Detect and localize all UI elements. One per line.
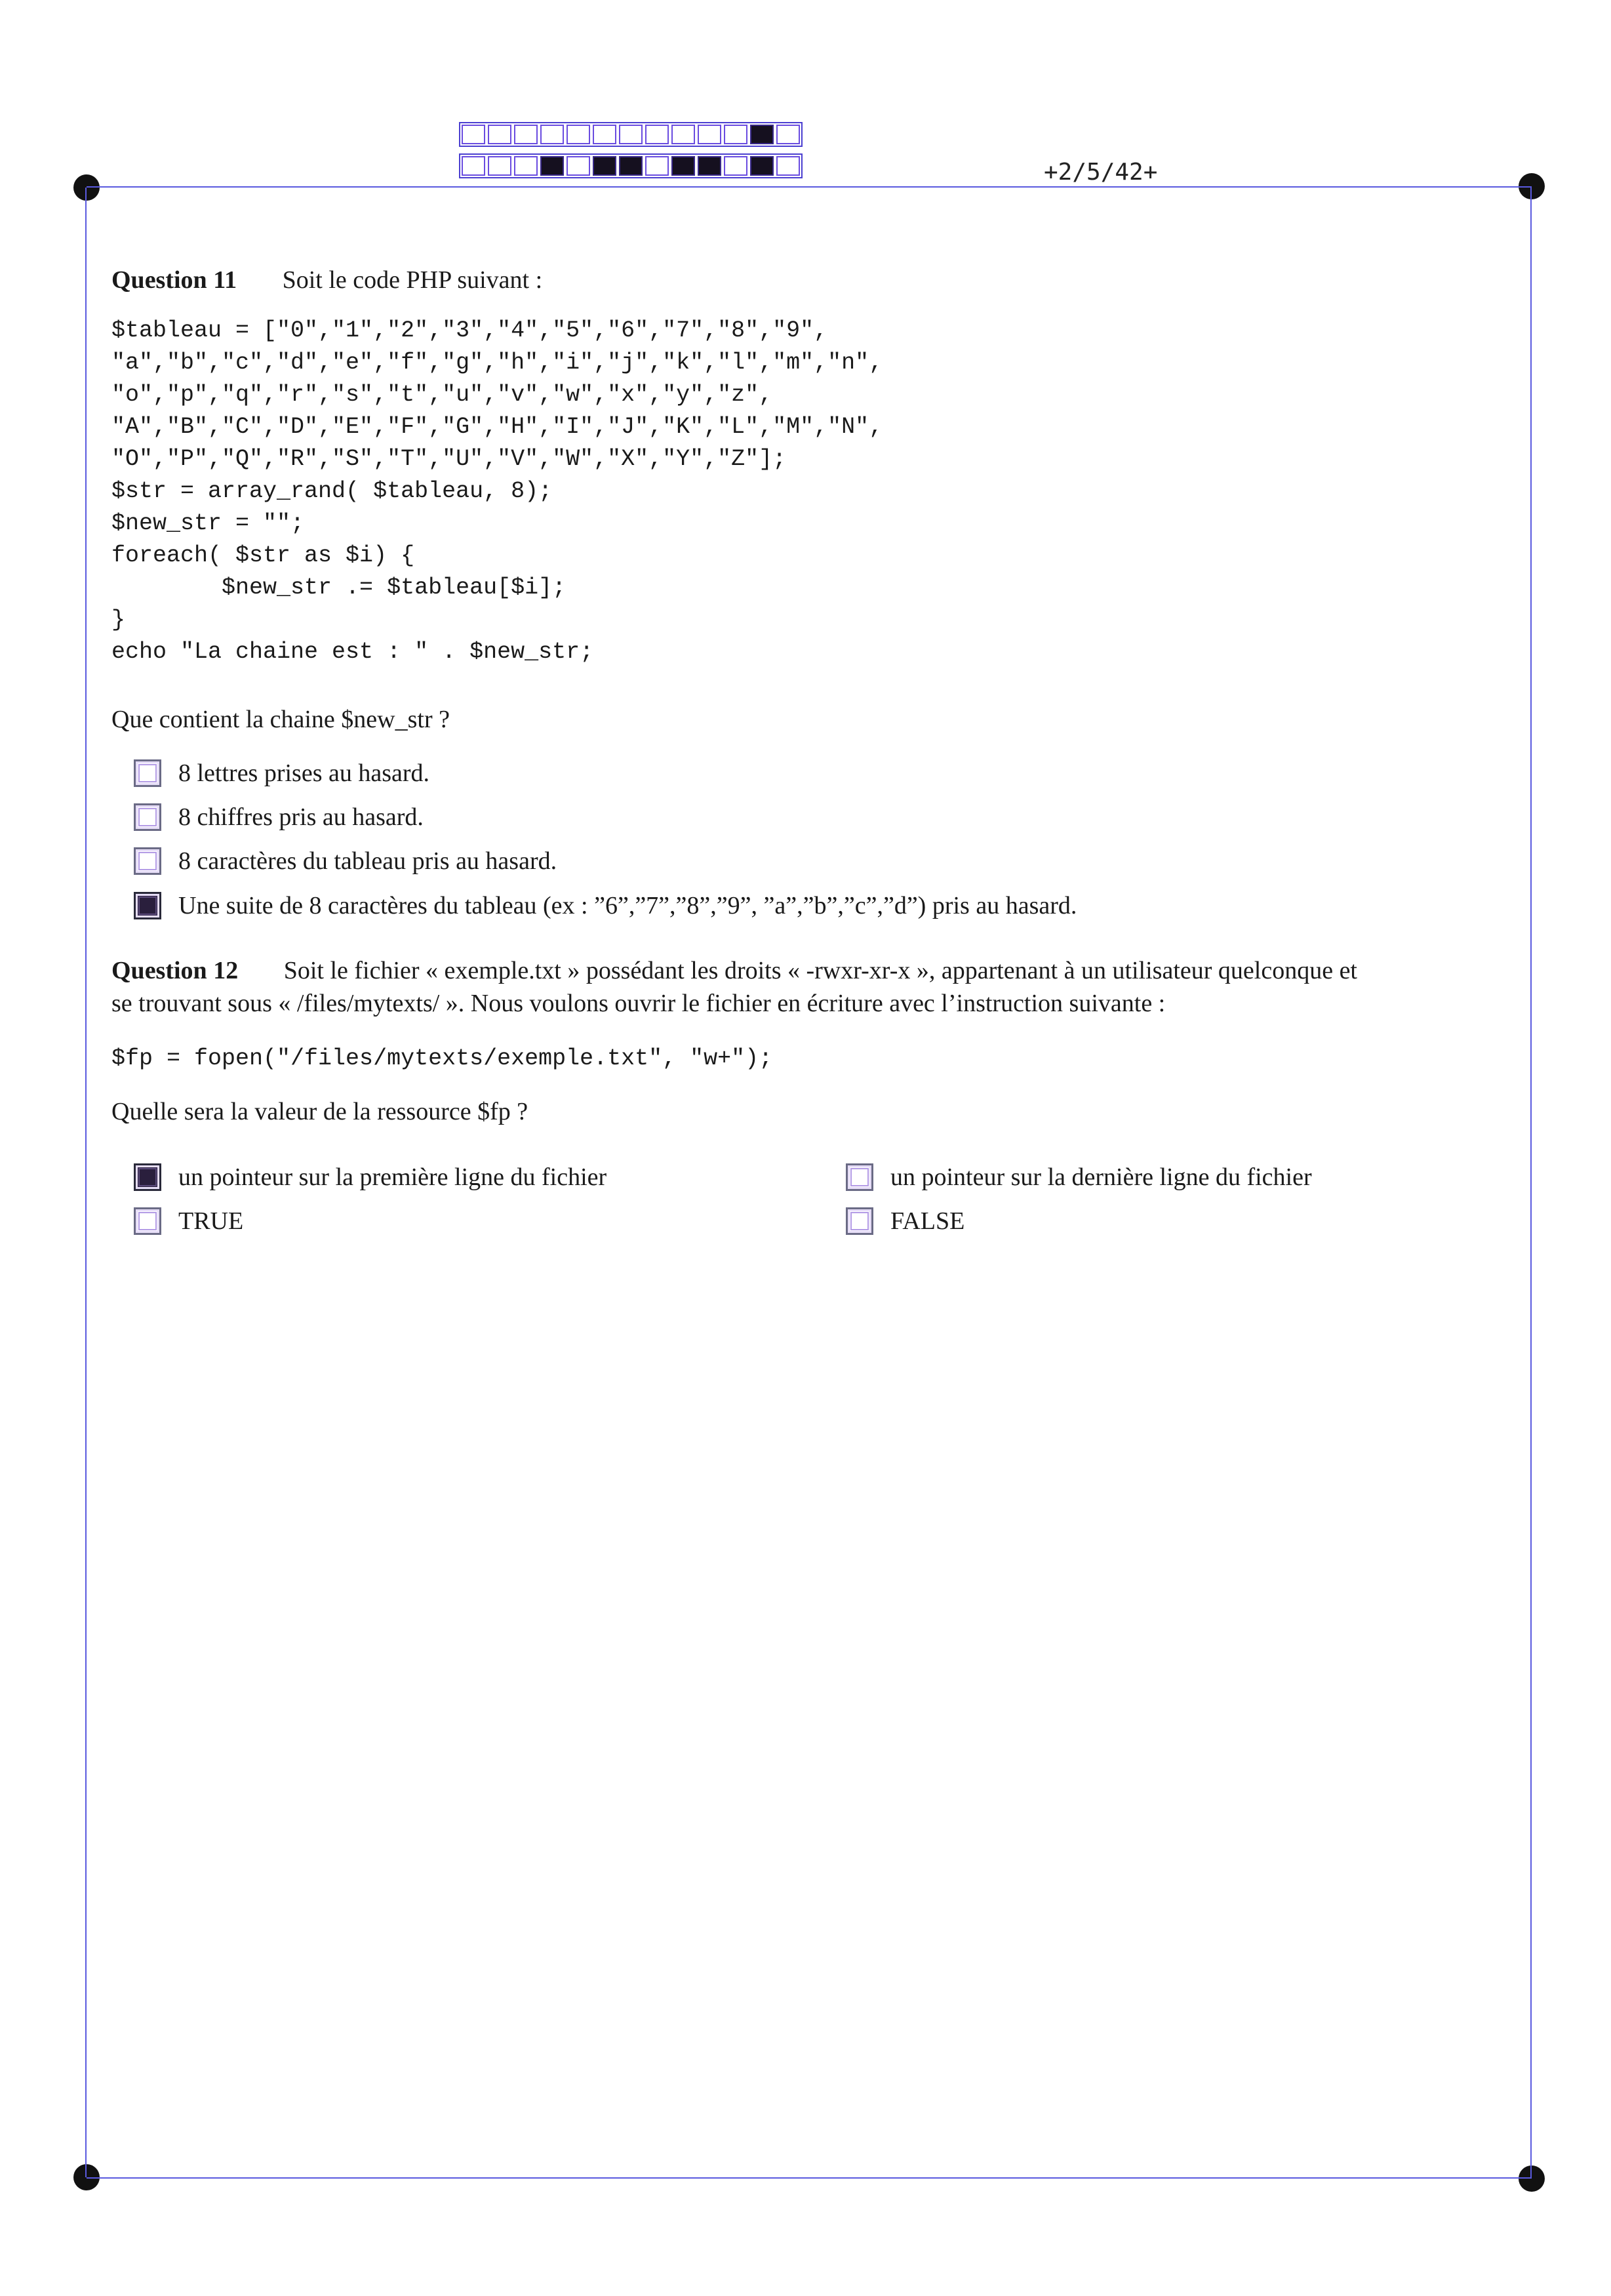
q12-choice-4-label: FALSE <box>890 1207 965 1235</box>
barcode-cell <box>488 156 511 176</box>
q12-checkbox-3[interactable] <box>134 1207 161 1235</box>
question-12-code: $fp = fopen("/files/mytexts/exemple.txt", "w+"); <box>111 1045 773 1072</box>
question-12-header <box>111 954 1515 987</box>
question-12-question: Quelle sera la valeur de la ressource $fp ? <box>111 1098 528 1125</box>
q12-choice-3[interactable] <box>134 1205 243 1238</box>
barcode-cell <box>567 156 590 176</box>
frame-top <box>87 186 1532 188</box>
barcode-cell <box>698 156 721 176</box>
barcode-cell <box>540 125 564 144</box>
q12-choice-3-label: TRUE <box>178 1207 244 1235</box>
q12-checkbox-4[interactable] <box>846 1207 873 1235</box>
q12-choice-2-label: un pointeur sur la dernière ligne du fichier <box>890 1163 1312 1191</box>
barcode-cell <box>619 156 643 176</box>
question-12-prompt-line-1: Soit le fichier « exemple.txt » possédant les droits « -rwxr-xr-x », appartenant à un utilisateur quelconque et <box>283 957 1357 984</box>
barcode-cell <box>671 156 695 176</box>
barcode-cell <box>619 125 643 144</box>
barcode-cell <box>567 125 590 144</box>
question-12-prompt-line-2: se trouvant sous « /files/mytexts/ ». Nous voulons ouvrir le fichier en écriture avec l’instruction suivante : <box>111 990 1166 1017</box>
barcode-cell <box>645 156 669 176</box>
q11-choice-4-label: Une suite de 8 caractères du tableau (ex : ”6”,”7”,”8”,”9”, ”a”,”b”,”c”,”d”) pris au hasard. <box>178 892 1077 919</box>
barcode-cell <box>514 125 538 144</box>
barcode-cell <box>671 125 695 144</box>
q12-choice-1[interactable] <box>134 1161 607 1194</box>
q11-choice-2-label: 8 chiffres pris au hasard. <box>178 803 424 831</box>
question-12-label: Question 12 <box>111 957 239 984</box>
q12-choice-4[interactable] <box>846 1205 965 1238</box>
q12-checkbox-1[interactable] <box>134 1163 161 1191</box>
barcode-cell <box>776 156 800 176</box>
barcode-cell <box>750 125 774 144</box>
barcode-row-1 <box>459 122 803 147</box>
frame-bottom <box>87 2177 1532 2179</box>
q11-choice-4[interactable] <box>134 889 1077 922</box>
q11-choice-3-label: 8 caractères du tableau pris au hasard. <box>178 847 557 875</box>
question-11-prompt: Soit le code PHP suivant : <box>282 266 543 294</box>
barcode-cell <box>724 156 747 176</box>
question-11-label: Question 11 <box>111 266 237 294</box>
barcode-cell <box>724 125 747 144</box>
q11-choice-1-label: 8 lettres prises au hasard. <box>178 759 430 787</box>
barcode-cell <box>593 125 616 144</box>
q11-checkbox-3[interactable] <box>134 847 161 875</box>
q12-choice-2[interactable] <box>846 1161 1312 1194</box>
q12-checkbox-2[interactable] <box>846 1163 873 1191</box>
corner-mark-top-left <box>73 174 100 201</box>
q11-choice-2[interactable] <box>134 801 424 834</box>
frame-right <box>1530 186 1532 2177</box>
q11-choice-3[interactable] <box>134 845 557 877</box>
page-id: +2/5/42+ <box>1044 159 1158 186</box>
frame-left <box>85 188 87 2177</box>
question-11-code: $tableau = ["0","1","2","3","4","5","6","7","8","9", "a","b","c","d","e","f","g","h","i","j","k","l","m","n", "o","p","q","r","s","t","u","v","w","x","y","z", "A","B","C","D","E","F","G","H","I","J","K","L","M","N", "O","P","Q","R","S","T","U","V","W","X","Y","Z"]; $str = array_rand( $tableau, 8); $new_str = ""; foreach( $str as $i) { $new_str .= $tableau[$i]; } echo "La chaine est : " . $new_str; <box>111 317 883 665</box>
q11-checkbox-1[interactable] <box>134 759 161 787</box>
barcode-cell <box>540 156 564 176</box>
barcode-cell <box>514 156 538 176</box>
barcode-cell <box>462 125 485 144</box>
q11-choice-1[interactable] <box>134 757 429 790</box>
question-11-header <box>111 264 542 296</box>
barcode-cell <box>593 156 616 176</box>
q12-choice-1-label: un pointeur sur la première ligne du fichier <box>178 1163 607 1191</box>
barcode-cell <box>750 156 774 176</box>
q11-checkbox-4[interactable] <box>134 892 161 919</box>
barcode-cell <box>488 125 511 144</box>
corner-mark-bottom-right <box>1519 2165 1545 2192</box>
barcode-row-2 <box>459 153 803 178</box>
barcode-cell <box>698 125 721 144</box>
barcode-cell <box>462 156 485 176</box>
question-11-question: Que contient la chaine $new_str ? <box>111 706 450 733</box>
barcode-cell <box>776 125 800 144</box>
q11-checkbox-2[interactable] <box>134 803 161 831</box>
barcode-cell <box>645 125 669 144</box>
